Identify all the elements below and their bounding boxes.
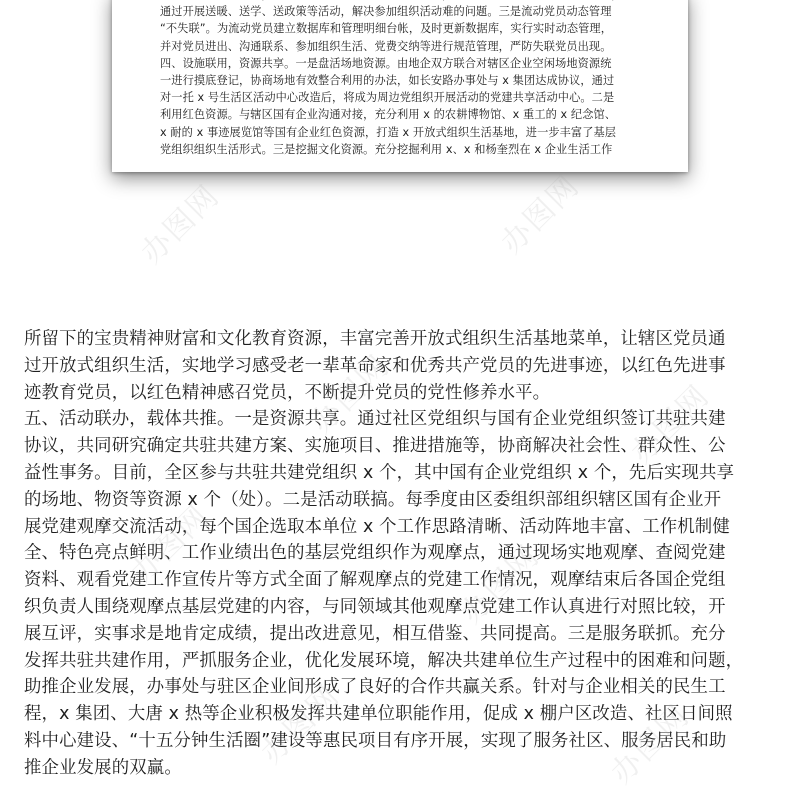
watermark: 办图网 — [304, 348, 397, 441]
body-line: 所留下的宝贵精神财富和文化教育资源，丰富完善开放式组织生活基地菜单，让辖区党员通 — [24, 329, 726, 349]
document-preview-area — [0, 0, 800, 300]
preview-line: 对一托 x 号生活区活动中心改造后，将成为周边党组织开展活动的党建共享活动中心。二是 — [160, 91, 615, 105]
body-line: 迹教育党员，以红色精神感召党员，不断提升党员的党性修养水平。 — [24, 382, 551, 403]
watermark: 办图网 — [624, 378, 717, 471]
preview-line: “不失联”。为流动党员建立数据库和管理明细台帐，及时更新数据库，实行实时动态管理， — [160, 22, 613, 36]
watermark: 办图网 — [124, 498, 217, 591]
document-preview-card — [112, 0, 688, 172]
body-line: 程，x 集团、大唐 x 热等企业积极发挥共建单位职能作用，促成 x 棚户区改造、社区日间照 — [24, 704, 733, 725]
document-body-text — [24, 326, 784, 782]
preview-line: 四、设施联用，资源共享。一是盘活场地资源。由地企双方联合对辖区企业空闲场地资源统 — [160, 56, 612, 70]
preview-line: 通过开展送暖、送学、送政策等活动，解决参加组织活动难的问题。三是流动党员动态管理 — [160, 5, 612, 19]
body-line: 料中心建设、“十五分钟生活圈”建设等惠民项目有序开展，实现了服务社区、服务居民和助 — [24, 730, 727, 751]
body-line: 展党建观摩交流活动，每个国企选取本单位 x 个工作思路清晰、活动阵地丰富、工作机制健 — [24, 516, 730, 537]
preview-line: 党组织组织生活形式。三是挖掘文化资源。充分挖掘利用 x、x 和杨奎烈在 x 企业生活工作 — [160, 142, 613, 156]
body-line: 织负责人围绕观摩点基层党建的内容，与同领域其他观摩点党建工作认真进行对照比较，开 — [24, 596, 726, 617]
preview-line: 利用红色资源。与辖区国有企业沟通对接，充分利用 x 的农耕博物馆、x 重工的 x 纪念馆、 — [160, 108, 617, 122]
body-line: 发挥共驻共建作用，严抓服务企业，优化发展环境，解决共建单位生产过程中的困难和问题， — [24, 650, 744, 671]
preview-line: x 耐的 x 事迹展览馆等国有企业红色资源，打造 x 开放式组织生活基地，进一步丰富了基层 — [160, 125, 617, 139]
body-line: 推企业发展的双赢。 — [24, 757, 182, 778]
preview-line: 一进行摸底登记，协商场地有效整合利用的办法，如长安路办事处与 x 集团达成协议，通过 — [160, 74, 615, 88]
body-line: 资料、观看党建工作宣传片等方式全面了解观摩点的党建工作情况，观摩结束后各国企党组 — [24, 570, 726, 591]
preview-line: 并对党员进出、沟通联系、参加组织生活、党费交纳等进行规范管理，严防失联党员出现。 — [160, 39, 612, 53]
watermark: 办图网 — [454, 538, 547, 631]
body-line: 全、特色亮点鲜明、工作业绩出色的基层党组织作为观摩点，通过现场实地观摩、查阅党建 — [24, 543, 726, 564]
body-line: 助推企业发展，办事处与驻区企业间形成了良好的合作共赢关系。针对与企业相关的民生工 — [24, 677, 726, 698]
body-line: 过开放式组织生活，实地学习感受老一辈革命家和优秀共产党员的先进事迹，以红色先进事 — [24, 355, 726, 376]
body-line: 协议，共同研究确定共驻共建方案、实施项目、推进措施等，协商解决社会性、群众性、公 — [24, 436, 726, 457]
watermark: 办图网 — [604, 698, 697, 791]
body-line: 的场地、物资等资源 x 个（处）。二是活动联搞。每季度由区委组织部组织辖区国有企业开 — [24, 489, 722, 510]
watermark: 办图网 — [254, 678, 347, 771]
body-line: 展互评，实事求是地肯定成绩，提出改进意见，相互借鉴、共同提高。三是服务联抓。充分 — [24, 623, 726, 644]
body-line: 五、活动联办，载体共推。一是资源共享。通过社区党组织与国有企业党组织签订共驻共建 — [24, 409, 726, 430]
body-line: 益性事务。目前，全区参与共驻共建党组织 x 个，其中国有企业党组织 x 个，先后实现共享 — [24, 462, 735, 483]
preview-text-block — [160, 0, 650, 158]
